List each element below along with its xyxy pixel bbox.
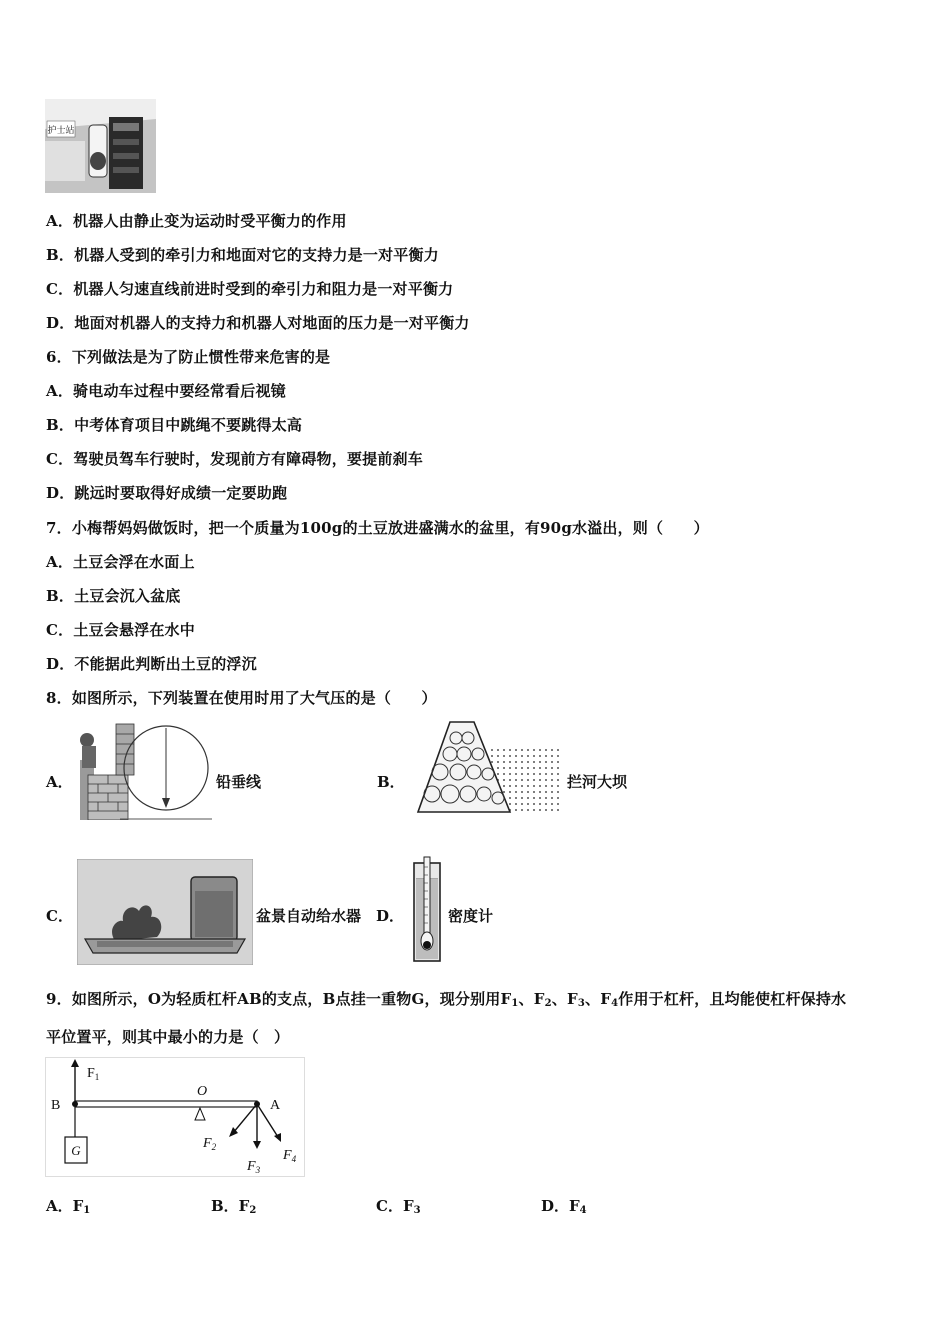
q9-option-a: A．$F_1$ [46,1197,91,1216]
q8-option-a-text: 铅垂线 [216,773,262,791]
q6-option-b: B．中考体育项目中跳绳不要跳得太高 [46,416,303,434]
dam-figure [412,718,562,816]
q8-option-a-letter: A． [46,773,73,791]
q9-stem-line1: 9．如图所示，O为轻质杠杆AB的支点，B点挂一重物G，现分别用$F_1$、$F_2$、$F_3$、$F_4$作用于杠杆，且均能使杠杆保持水 [46,990,847,1009]
q9-option-b: B．$F_2$ [211,1197,257,1216]
q7-option-a: A．土豆会浮在水面上 [46,553,195,571]
q8-stem: 8．如图所示，下列装置在使用时用了大气压的是（ ） [46,689,437,707]
q7-option-d: D．不能据此判断出土豆的浮沉 [46,655,257,673]
q8-option-b-letter: B． [377,773,405,791]
plant-waterer-figure [77,859,253,965]
q9-stem-sub1: 1 [511,998,519,1009]
g-label: G [71,1143,81,1158]
o-label: O [197,1084,208,1099]
q5-option-a: A．机器人由静止变为运动时受平衡力的作用 [46,212,347,230]
sign-text: 护士站 [47,126,75,136]
q7-option-b: B．土豆会沉入盆底 [46,587,181,605]
q5-option-d: D．地面对机器人的支持力和机器人对地面的压力是一对平衡力 [46,314,470,332]
hydrometer-figure [410,855,444,965]
q7-option-c: C．土豆会悬浮在水中 [46,621,195,639]
q9-stem-part2: 作用于杠杆，且均能使杠杆保持水 [618,990,847,1008]
q8-option-d-letter: D． [376,907,405,925]
q8-option-b-text: 拦河大坝 [567,773,628,791]
f3-label: $F_3$ [247,1159,261,1175]
b-label: B [51,1098,61,1113]
a-label: A [270,1098,281,1113]
q6-stem: 6．下列做法是为了防止惯性带来危害的是 [46,348,331,366]
q9-stem-sub4: 4 [611,998,619,1009]
robot-photo [45,99,156,193]
f4-label: $F_4$ [283,1148,297,1164]
lever-diagram [45,1057,305,1177]
q9-option-d: D．$F_4$ [541,1197,587,1216]
q9-stem-line2: 平位置平，则其中最小的力是（ ） [46,1028,290,1046]
q6-option-a: A．骑电动车过程中要经常看后视镜 [46,382,286,400]
q9-stem-part1: 9．如图所示，O为轻质杠杆AB的支点，B点挂一重物G，现分别用F [46,990,512,1008]
f2-label: $F_2$ [203,1136,217,1152]
q8-option-c-text: 盆景自动给水器 [256,907,362,925]
q9-stem-sub3: 3 [577,998,586,1009]
q9-option-c: C．$F_3$ [376,1197,421,1216]
q7-stem: 7．小梅帮妈妈做饭时，把一个质量为100g的土豆放进盛满水的盆里，有90g水溢出，则（ ） [46,519,709,537]
q8-option-c-letter: C． [46,907,73,925]
plumb-line-figure [80,720,212,820]
q6-option-c: C．驾驶员驾车行驶时，发现前方有障碍物，要提前刹车 [46,450,423,468]
q8-option-d-text: 密度计 [448,907,494,925]
q6-option-d: D．跳远时要取得好成绩一定要助跑 [46,484,288,502]
q9-stem-sub2: 2 [544,998,552,1009]
q5-option-c: C．机器人匀速直线前进时受到的牵引力和阻力是一对平衡力 [46,280,454,298]
f1-label: $F_1$ [87,1066,100,1082]
q5-option-b: B．机器人受到的牵引力和地面对它的支持力是一对平衡力 [46,246,439,264]
